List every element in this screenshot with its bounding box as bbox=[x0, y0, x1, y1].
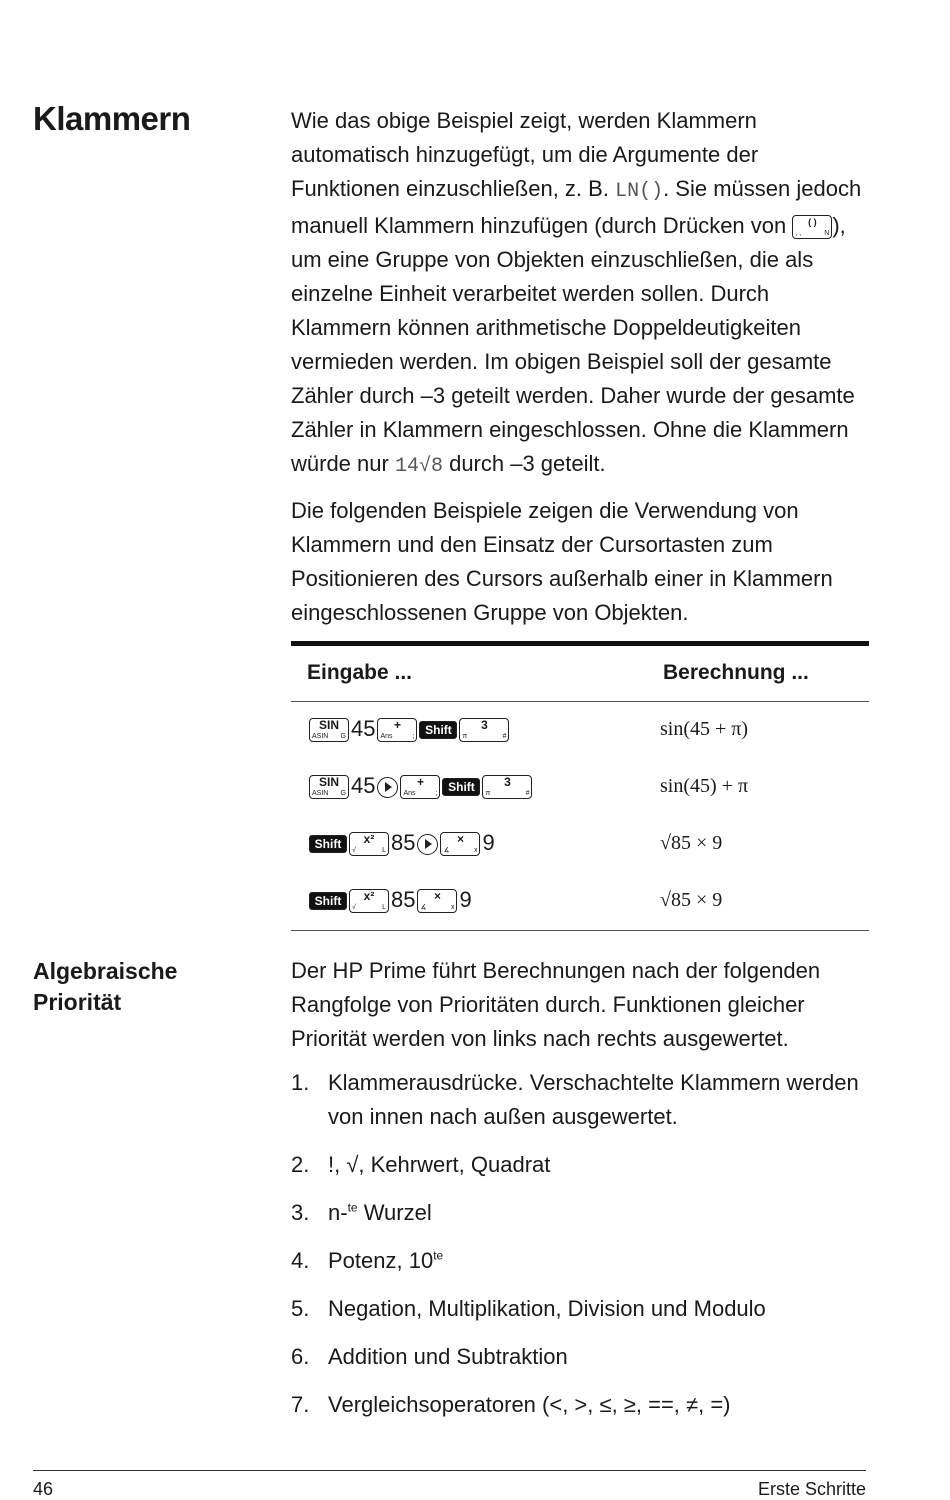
shift-key-icon: Shift bbox=[419, 721, 457, 739]
page-number: 46 bbox=[33, 1479, 54, 1499]
list-item: 2. !, √, Kehrwert, Quadrat bbox=[291, 1152, 551, 1177]
shift-key-icon: Shift bbox=[309, 892, 347, 910]
cursor-right-icon bbox=[417, 834, 438, 855]
header-eingabe: Eingabe ... bbox=[307, 661, 413, 684]
header-berechnung: Berechnung ... bbox=[663, 661, 809, 684]
table-header bbox=[291, 646, 869, 702]
shift-key-icon: Shift bbox=[309, 835, 347, 853]
footer-rule bbox=[33, 1470, 866, 1471]
sqrt-icon: √ bbox=[660, 889, 671, 911]
para1-text-d: durch –3 geteilt. bbox=[442, 451, 606, 476]
sin-key-icon: SIN ASIN G bbox=[309, 718, 349, 742]
table-row bbox=[291, 816, 869, 873]
paragraph-priority: Der HP Prime führt Berechnungen nach der folgenden Rangfolge von Prioritäten durch. Funktionen gleicher Priorität werden von links nach rechts ausgewertet. bbox=[291, 958, 821, 1051]
priority-text-block bbox=[291, 954, 869, 1056]
x-squared-key-icon: x² √ L bbox=[349, 832, 389, 856]
paragraph-examples: Die folgenden Beispiele zeigen die Verwendung von Klammern und den Einsatz der Cursortasten zum Positionieren des Cursors außerhalb einer in Klammern eingeschlossenen Gruppe von Objekten. bbox=[291, 498, 833, 625]
section-heading-algebraische-prioritaet: Algebraische Priorität bbox=[33, 958, 178, 1015]
key-sequence bbox=[309, 773, 534, 799]
list-item: 4. Potenz, $10^{te}$ bbox=[291, 1248, 444, 1273]
chapter-title: Erste Schritte bbox=[757, 1479, 866, 1499]
section-heading-klammern: Klammern bbox=[33, 100, 191, 137]
para1-text-b: . Sie müssen jedoch manuell Klammern hinzufügen (durch Drücken von bbox=[291, 176, 862, 238]
three-key-icon: 3 π # bbox=[482, 775, 532, 799]
list-item: 5. Negation, Multiplikation, Division und Modulo bbox=[291, 1296, 766, 1321]
list-item: 3. n-$^{te}$ Wurzel bbox=[291, 1200, 432, 1225]
examples-table bbox=[291, 641, 869, 931]
list-item: 7. Vergleichsoperatoren (<, >, ≤, ≥, ==, ≠, =) bbox=[291, 1392, 731, 1417]
number-entry: 85 bbox=[391, 830, 416, 855]
cursor-right-icon bbox=[377, 777, 398, 798]
paragraph-klammern bbox=[291, 104, 869, 484]
number-entry: 85 bbox=[391, 887, 416, 912]
result-expression bbox=[660, 889, 722, 912]
number-entry: 9 bbox=[459, 887, 472, 912]
key-sequence bbox=[309, 887, 474, 913]
key-sequence bbox=[309, 716, 511, 742]
number-entry: 45 bbox=[351, 773, 376, 798]
plus-key-icon: + Ans ; bbox=[377, 718, 417, 742]
shift-key-icon: Shift bbox=[442, 778, 480, 796]
table-bottom-rule bbox=[291, 930, 869, 931]
number-entry: 9 bbox=[482, 830, 495, 855]
number-entry: 45 bbox=[351, 716, 376, 741]
para1-text-a: Wie das obige Beispiel zeigt, werden Klammern automatisch hinzugefügt, um die Argumente der Funktionen einzuschließen, z. B. bbox=[291, 108, 759, 201]
plus-key-icon: + Ans ; bbox=[400, 775, 440, 799]
result-expression bbox=[660, 832, 722, 855]
radicand: 85 × 9 bbox=[670, 832, 723, 854]
table-row bbox=[291, 873, 869, 930]
para1-text-c: ), um eine Gruppe von Objekten einzuschließen, die als einzelne Einheit verarbeitet werden sollen. Durch Klammern können arithmetische Doppeldeutigkeiten vermieden werden. Im obigen Beispiel soll der gesamte Zähler durch –3 geteilt werden. Daher wurde der gesamte Zähler in Klammern eingeschlossen. Ohne die Klammern würde nur bbox=[291, 213, 855, 476]
list-item: 6. Addition und Subtraktion bbox=[291, 1344, 568, 1369]
sqrt-icon: √ bbox=[660, 832, 671, 854]
sin-key-icon: SIN ASIN G bbox=[309, 775, 349, 799]
x-squared-key-icon: x² √ L bbox=[349, 889, 389, 913]
result-expression: sin(45) + π bbox=[660, 775, 749, 797]
table-row bbox=[291, 702, 869, 759]
multiply-key-icon: × ∡ x bbox=[440, 832, 480, 856]
priority-list bbox=[291, 1066, 869, 1436]
multiply-key-icon: × ∡ x bbox=[417, 889, 457, 913]
radicand: 85 × 9 bbox=[670, 889, 723, 911]
list-item: 1. Klammerausdrücke. Verschachtelte Klammern werden von innen nach außen ausgewertet. bbox=[291, 1070, 859, 1129]
paren-key-icon: ( ) , , N bbox=[792, 215, 832, 239]
intro-text-block bbox=[291, 104, 869, 630]
table-row bbox=[291, 759, 869, 816]
code-14root8: 14√8 bbox=[394, 455, 443, 478]
three-key-icon: 3 π # bbox=[459, 718, 509, 742]
code-ln: LN() bbox=[615, 180, 664, 203]
result-expression: sin(45 + π) bbox=[660, 718, 749, 740]
key-sequence bbox=[309, 830, 497, 856]
